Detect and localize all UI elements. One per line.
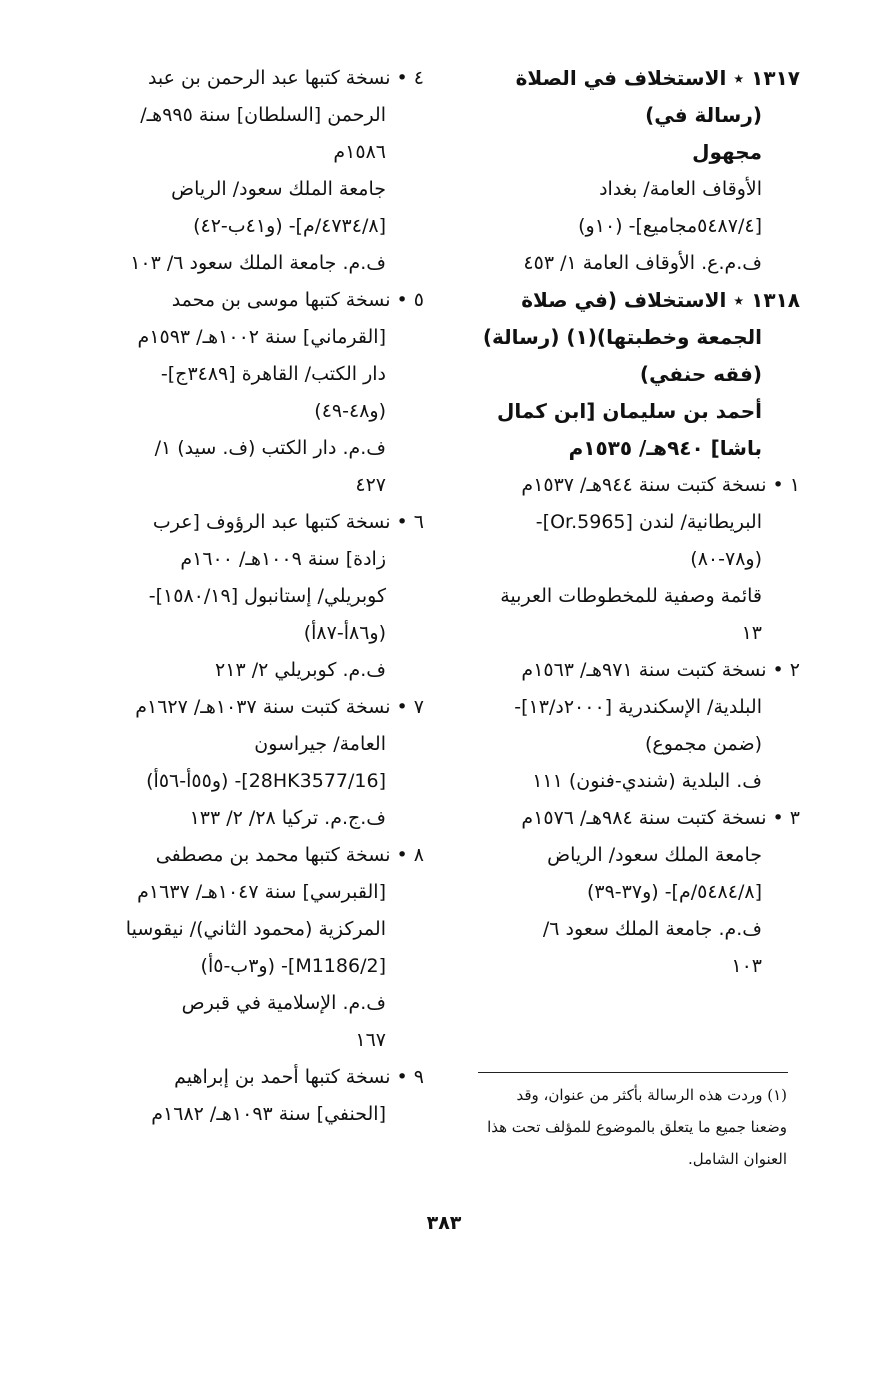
footnote-line: (١) وردت هذه الرسالة بأكثر من عنوان، وقد — [516, 1086, 787, 1104]
right-column-line: ١٠٣ — [731, 955, 762, 977]
left-column-line: المركزية (محمود الثاني)/ نيقوسيا — [125, 918, 386, 940]
footnote-line: العنوان الشامل. — [687, 1150, 787, 1168]
left-column-line: [القبرسي] سنة ١٠٤٧هـ/ ١٦٣٧م — [137, 881, 386, 903]
right-column-line: قائمة وصفية للمخطوطات العربية — [500, 585, 762, 607]
left-column-line: ف.م. كوبريلي ٢/ ٢١٣ — [215, 659, 386, 681]
right-column-line: ١ • نسخة كتبت سنة ٩٤٤هـ/ ١٥٣٧م — [521, 474, 800, 496]
left-column-line: جامعة الملك سعود/ الرياض — [171, 178, 386, 200]
left-column-line: ٧ • نسخة كتبت سنة ١٠٣٧هـ/ ١٦٢٧م — [135, 696, 424, 718]
left-column-line: زادة] سنة ١٠٠٩هـ/ ١٦٠٠م — [180, 548, 386, 570]
right-column-line: ١٣١٨ ٭ الاستخلاف (في صلاة — [521, 288, 800, 312]
right-column-line: أحمد بن سليمان [ابن كمال — [497, 399, 762, 423]
left-column-line: [القرماني] سنة ١٠٠٢هـ/ ١٥٩٣م — [137, 326, 386, 348]
right-column — [455, 60, 800, 985]
left-column-line: ٨ • نسخة كتبها محمد بن مصطفى — [155, 844, 424, 866]
left-column — [62, 60, 424, 1133]
page-number: ٣٨٣ — [426, 1212, 462, 1234]
right-column-line: ٢ • نسخة كتبت سنة ٩٧١هـ/ ١٥٦٣م — [521, 659, 800, 681]
left-column-line: ف.م. دار الكتب (ف. سيد) ١/ — [154, 437, 386, 459]
right-column-line: ٣ • نسخة كتبت سنة ٩٨٤هـ/ ١٥٧٦م — [521, 807, 800, 829]
right-column-line: مجهول — [692, 140, 762, 164]
right-column-line: ١٣١٧ ٭ الاستخلاف في الصلاة — [515, 66, 800, 90]
left-column-line: (و٤٨-٤٩) — [314, 400, 386, 422]
right-column-line: باشا] ٩٤٠هـ/ ١٥٣٥م — [568, 436, 762, 460]
left-column-line: دار الكتب/ القاهرة [٣٤٨٩ج]- — [160, 363, 386, 385]
right-column-line: (ضمن مجموع) — [644, 733, 762, 755]
left-column-line: ٤٢٧ — [355, 474, 386, 496]
left-column-line: ف.ج.م. تركيا ٢٨/ ٢/ ١٣٣ — [189, 807, 386, 829]
right-column-line: جامعة الملك سعود/ الرياض — [547, 844, 762, 866]
left-column-line: ف.م. جامعة الملك سعود ٦/ ١٠٣ — [130, 252, 386, 274]
right-column-line: (فقه حنفي) — [639, 362, 762, 386]
left-column-line: (و٨٦أ-٨٧أ) — [303, 622, 386, 644]
right-column-line: ف.م.ع. الأوقاف العامة ١/ ٤٥٣ — [523, 252, 762, 274]
right-column-line: الجمعة وخطبتها)(١) (رسالة) — [482, 325, 762, 349]
left-column-line: [M1186/2]- (و٣ب-٥أ) — [200, 955, 386, 977]
left-column-line: [الحنفي] سنة ١٠٩٣هـ/ ١٦٨٢م — [151, 1103, 386, 1125]
right-column-line: ف. البلدية (شندي-فنون) ١١١ — [532, 770, 762, 792]
left-column-line: ف.م. الإسلامية في قبرص — [181, 992, 386, 1014]
left-column-line: ٤ • نسخة كتبها عبد الرحمن بن عبد — [147, 67, 424, 89]
right-column-line: (و٧٨-٨٠) — [690, 548, 762, 570]
footnote — [455, 1079, 787, 1175]
right-column-line: (رسالة في) — [645, 103, 762, 127]
left-column-line: ٦ • نسخة كتبها عبد الرؤوف [عرب — [152, 511, 424, 533]
left-column-line: الرحمن [السلطان] سنة ٩٩٥هـ/ — [140, 104, 386, 126]
left-column-line: ١٥٨٦م — [333, 141, 386, 163]
right-column-line: الأوقاف العامة/ بغداد — [599, 178, 762, 200]
left-column-line: ٥ • نسخة كتبها موسى بن محمد — [171, 289, 424, 311]
left-column-line: ٩ • نسخة كتبها أحمد بن إبراهيم — [174, 1066, 424, 1088]
right-column-line: ف.م. جامعة الملك سعود ٦/ — [542, 918, 762, 940]
right-column-line: ١٣ — [741, 622, 762, 644]
footnote-divider — [478, 1072, 788, 1073]
left-column-line: كوبريلي/ إستانبول [١٥٨٠/١٩]- — [148, 585, 386, 607]
right-column-line: البريطانية/ لندن [Or.5965]- — [535, 511, 762, 533]
right-column-line: [٥٤٨٧/٤مجاميع]- (١٠و) — [578, 215, 762, 237]
left-column-line: [٤٧٣٤/٨/م]- (و٤١ب-٤٢) — [193, 215, 386, 237]
footnote-line: وضعنا جميع ما يتعلق بالموضوع للمؤلف تحت هذا — [487, 1118, 787, 1136]
right-column-line: البلدية/ الإسكندرية [٢٠٠٠د/١٣]- — [514, 696, 762, 718]
right-column-line: [٥٤٨٤/٨/م]- (و٣٧-٣٩) — [586, 881, 762, 903]
left-column-line: العامة/ جيراسون — [254, 733, 386, 755]
left-column-line: ١٦٧ — [355, 1029, 386, 1051]
left-column-line: [28HK3577/16]- (و٥٥أ-٥٦أ) — [146, 770, 386, 792]
